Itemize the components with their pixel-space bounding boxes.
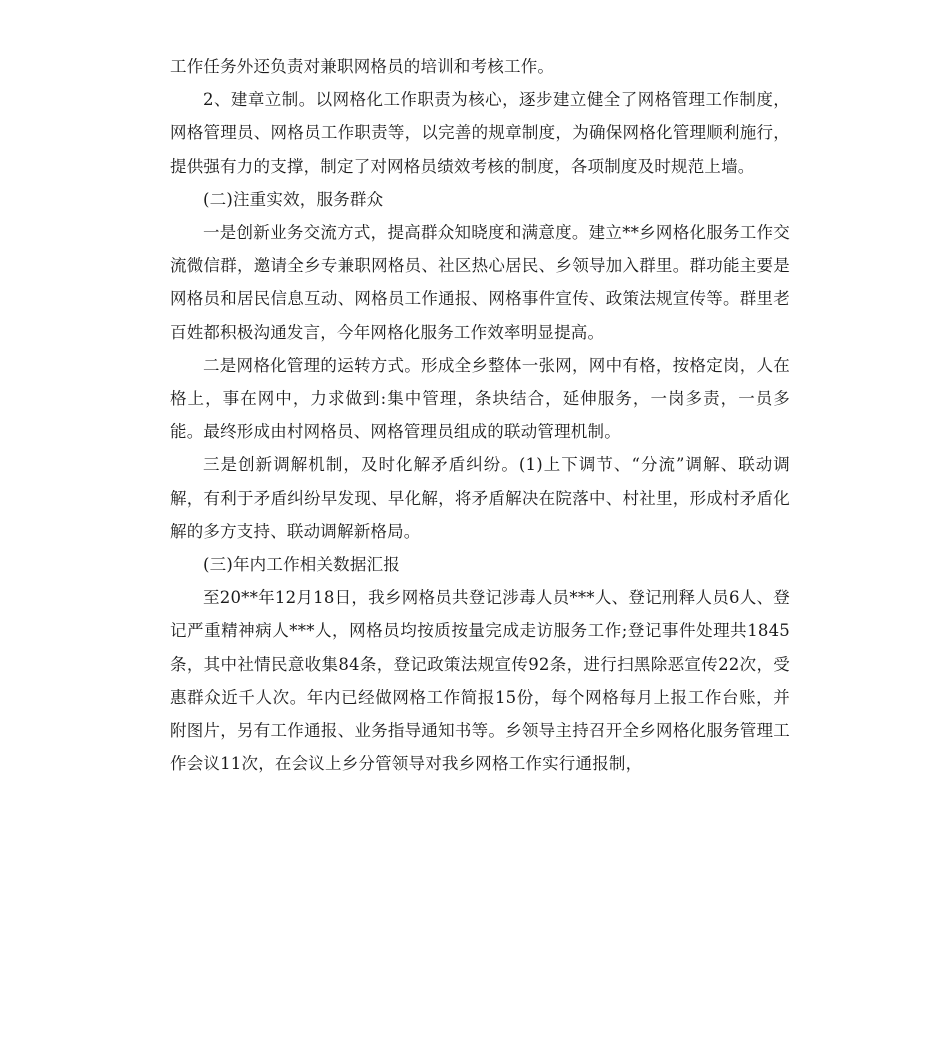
paragraph-2: 2、建章立制。以网格化工作职责为核心，逐步建立健全了网格管理工作制度，网格管理员、网格员工作职责等，以完善的规章制度，为确保网格化管理顺利施行，提供强有力的支撑，制定了对网格员绩效考核的制度，各项制度及时规范上墙。 bbox=[170, 90, 790, 176]
document-body bbox=[170, 50, 790, 780]
paragraph-3: 一是创新业务交流方式，提高群众知晓度和满意度。建立**乡网格化服务工作交流微信群，邀请全乡专兼职网格员、社区热心居民、乡领导加入群里。群功能主要是网格员和居民信息互动、网格员工作通报、网格事件宣传、政策法规宣传等。群里老百姓都积极沟通发言，今年网格化服务工作效率明显提高。 bbox=[170, 223, 790, 342]
paragraph-1: 工作任务外还负责对兼职网格员的培训和考核工作。 bbox=[170, 57, 555, 76]
section-heading-2: (二)注重实效，服务群众 bbox=[203, 189, 384, 209]
paragraph-5: 三是创新调解机制，及时化解矛盾纠纷。(1)上下调节、“分流”调解、联动调解，有利于矛盾纠纷早发现、早化解，将矛盾解决在院落中、村社里，形成村矛盾化解的多方支持、联动调解新格局。 bbox=[170, 455, 790, 541]
section-heading-3: (三)年内工作相关数据汇报 bbox=[203, 555, 400, 575]
paragraph-4: 二是网格化管理的运转方式。形成全乡整体一张网，网中有格，按格定岗，人在格上，事在网中，力求做到:集中管理，条块结合，延伸服务，一岗多责，一员多能。最终形成由村网格员、网格管理员组成的联动管理机制。 bbox=[170, 355, 790, 442]
paragraph-6: 至20**年12月18日，我乡网格员共登记涉毒人员***人、登记刑释人员6人、登记严重精神病人***人，网格员均按质按量完成走访服务工作;登记事件处理共1845条，其中社情民意收集84条，登记政策法规宣传92条，进行扫黑除恶宣传22次，受惠群众近千人次。年内已经做网格工作简报15份，每个网格每月上报工作台账，并附图片，另有工作通报、业务指导通知书等。乡领导主持召开全乡网格化服务管理工作会议11次，在会议上乡分管领导对我乡网格工作实行通报制， bbox=[170, 588, 790, 774]
